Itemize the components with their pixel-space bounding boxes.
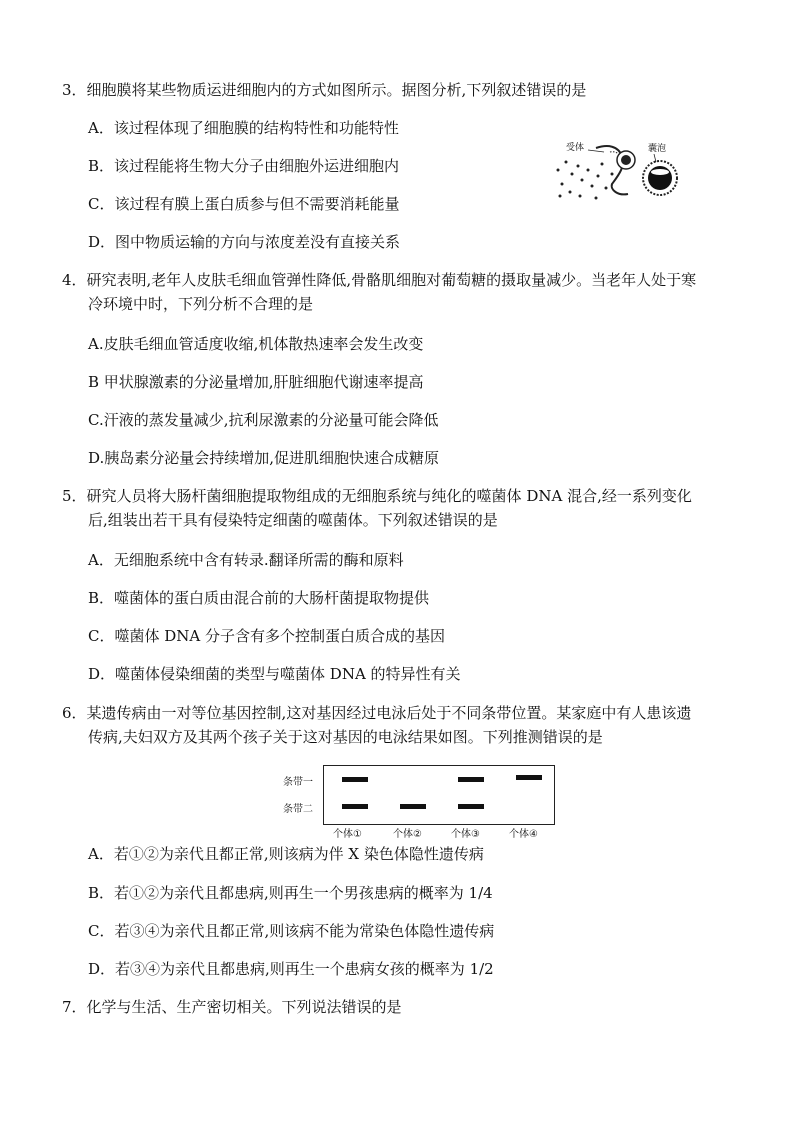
q6-stem-line1: 6．某遗传病由一对等位基因控制,这对基因经过电泳后处于不同条带位置。某家庭中有人患该遗	[62, 704, 692, 722]
individual-4-label: 个体④	[509, 829, 538, 840]
q4-option-b: B 甲状腺激素的分泌量增加,肝脏细胞代谢速率提高	[88, 373, 424, 391]
q4-option-d: D.胰岛素分泌量会持续增加,促进肌细胞快速合成糖原	[88, 449, 440, 467]
question-3-stem: 3．细胞膜将某些物质运进细胞内的方式如图所示。据图分析,下列叙述错误的是	[62, 81, 587, 99]
q4-option-a: A.皮肤毛细血管适度收缩,机体散热速率会发生改变	[88, 335, 424, 353]
q3-option-d: D．图中物质运输的方向与浓度差没有直接关系	[88, 233, 401, 251]
individual-2-label: 个体②	[393, 829, 422, 840]
band-1-individual-4	[516, 775, 542, 780]
q3-option-c: C．该过程有膜上蛋白质参与但不需要消耗能量	[88, 195, 400, 213]
q5-option-d: D．噬菌体侵染细菌的类型与噬菌体 DNA 的特异性有关	[88, 665, 461, 683]
question-7-stem: 7．化学与生活、生产密切相关。下列说法错误的是	[62, 998, 402, 1016]
q6-option-a: A．若①②为亲代且都正常,则该病为伴 X 染色体隐性遗传病	[88, 845, 484, 863]
band-2-individual-2	[400, 804, 426, 809]
band-1-individual-3	[458, 777, 484, 782]
receptor-label: 受体	[566, 140, 584, 153]
band-2-individual-1	[342, 804, 368, 809]
q3-option-b: B．该过程能将生物大分子由细胞外运进细胞内	[88, 157, 400, 175]
band-1-individual-1	[342, 777, 368, 782]
q5-stem-line2: 后,组装出若干具有侵染特定细菌的噬菌体。下列叙述错误的是	[88, 511, 498, 529]
q5-option-a: A．无细胞系统中含有转录.翻译所需的酶和原料	[88, 551, 404, 569]
endocytosis-figure	[552, 140, 682, 206]
band-one-label: 条带一	[283, 777, 313, 788]
q5-option-c: C．噬菌体 DNA 分子含有多个控制蛋白质合成的基因	[88, 627, 445, 645]
q5-stem-line1: 5．研究人员将大肠杆菌细胞提取物组成的无细胞系统与纯化的噬菌体 DNA 混合,经一系列变化	[62, 487, 692, 505]
individual-3-label: 个体③	[451, 829, 480, 840]
band-2-individual-3	[458, 804, 484, 809]
individual-1-label: 个体①	[333, 829, 362, 840]
band-two-label: 条带二	[283, 804, 313, 815]
vesicle-label: 囊泡	[648, 141, 666, 154]
question-6-stem	[62, 701, 742, 749]
q4-stem-line2: 冷环境中时，下列分析不合理的是	[88, 295, 314, 313]
q4-stem-line1: 4．研究表明,老年人皮肤毛细血管弹性降低,骨骼肌细胞对葡萄糖的摄取量减少。当老年人处于寒	[62, 271, 697, 289]
q6-stem-line2: 传病,夫妇双方及其两个孩子关于这对基因的电泳结果如图。下列推测错误的是	[88, 728, 603, 746]
question-5-stem	[62, 484, 742, 532]
electrophoresis-figure	[283, 765, 559, 839]
q4-option-c: C.汗液的蒸发量减少,抗利尿激素的分泌量可能会降低	[88, 411, 439, 429]
q6-option-d: D．若③④为亲代且都患病,则再生一个患病女孩的概率为 1/2	[88, 960, 494, 978]
q6-option-b: B．若①②为亲代且都患病,则再生一个男孩患病的概率为 1/4	[88, 884, 493, 902]
gel-box	[323, 765, 555, 825]
q5-option-b: B．噬菌体的蛋白质由混合前的大肠杆菌提取物提供	[88, 589, 430, 607]
q6-option-c: C．若③④为亲代且都正常,则该病不能为常染色体隐性遗传病	[88, 922, 495, 940]
q3-option-a: A．该过程体现了细胞膜的结构特性和功能特性	[88, 119, 399, 137]
question-4-stem	[62, 268, 742, 316]
